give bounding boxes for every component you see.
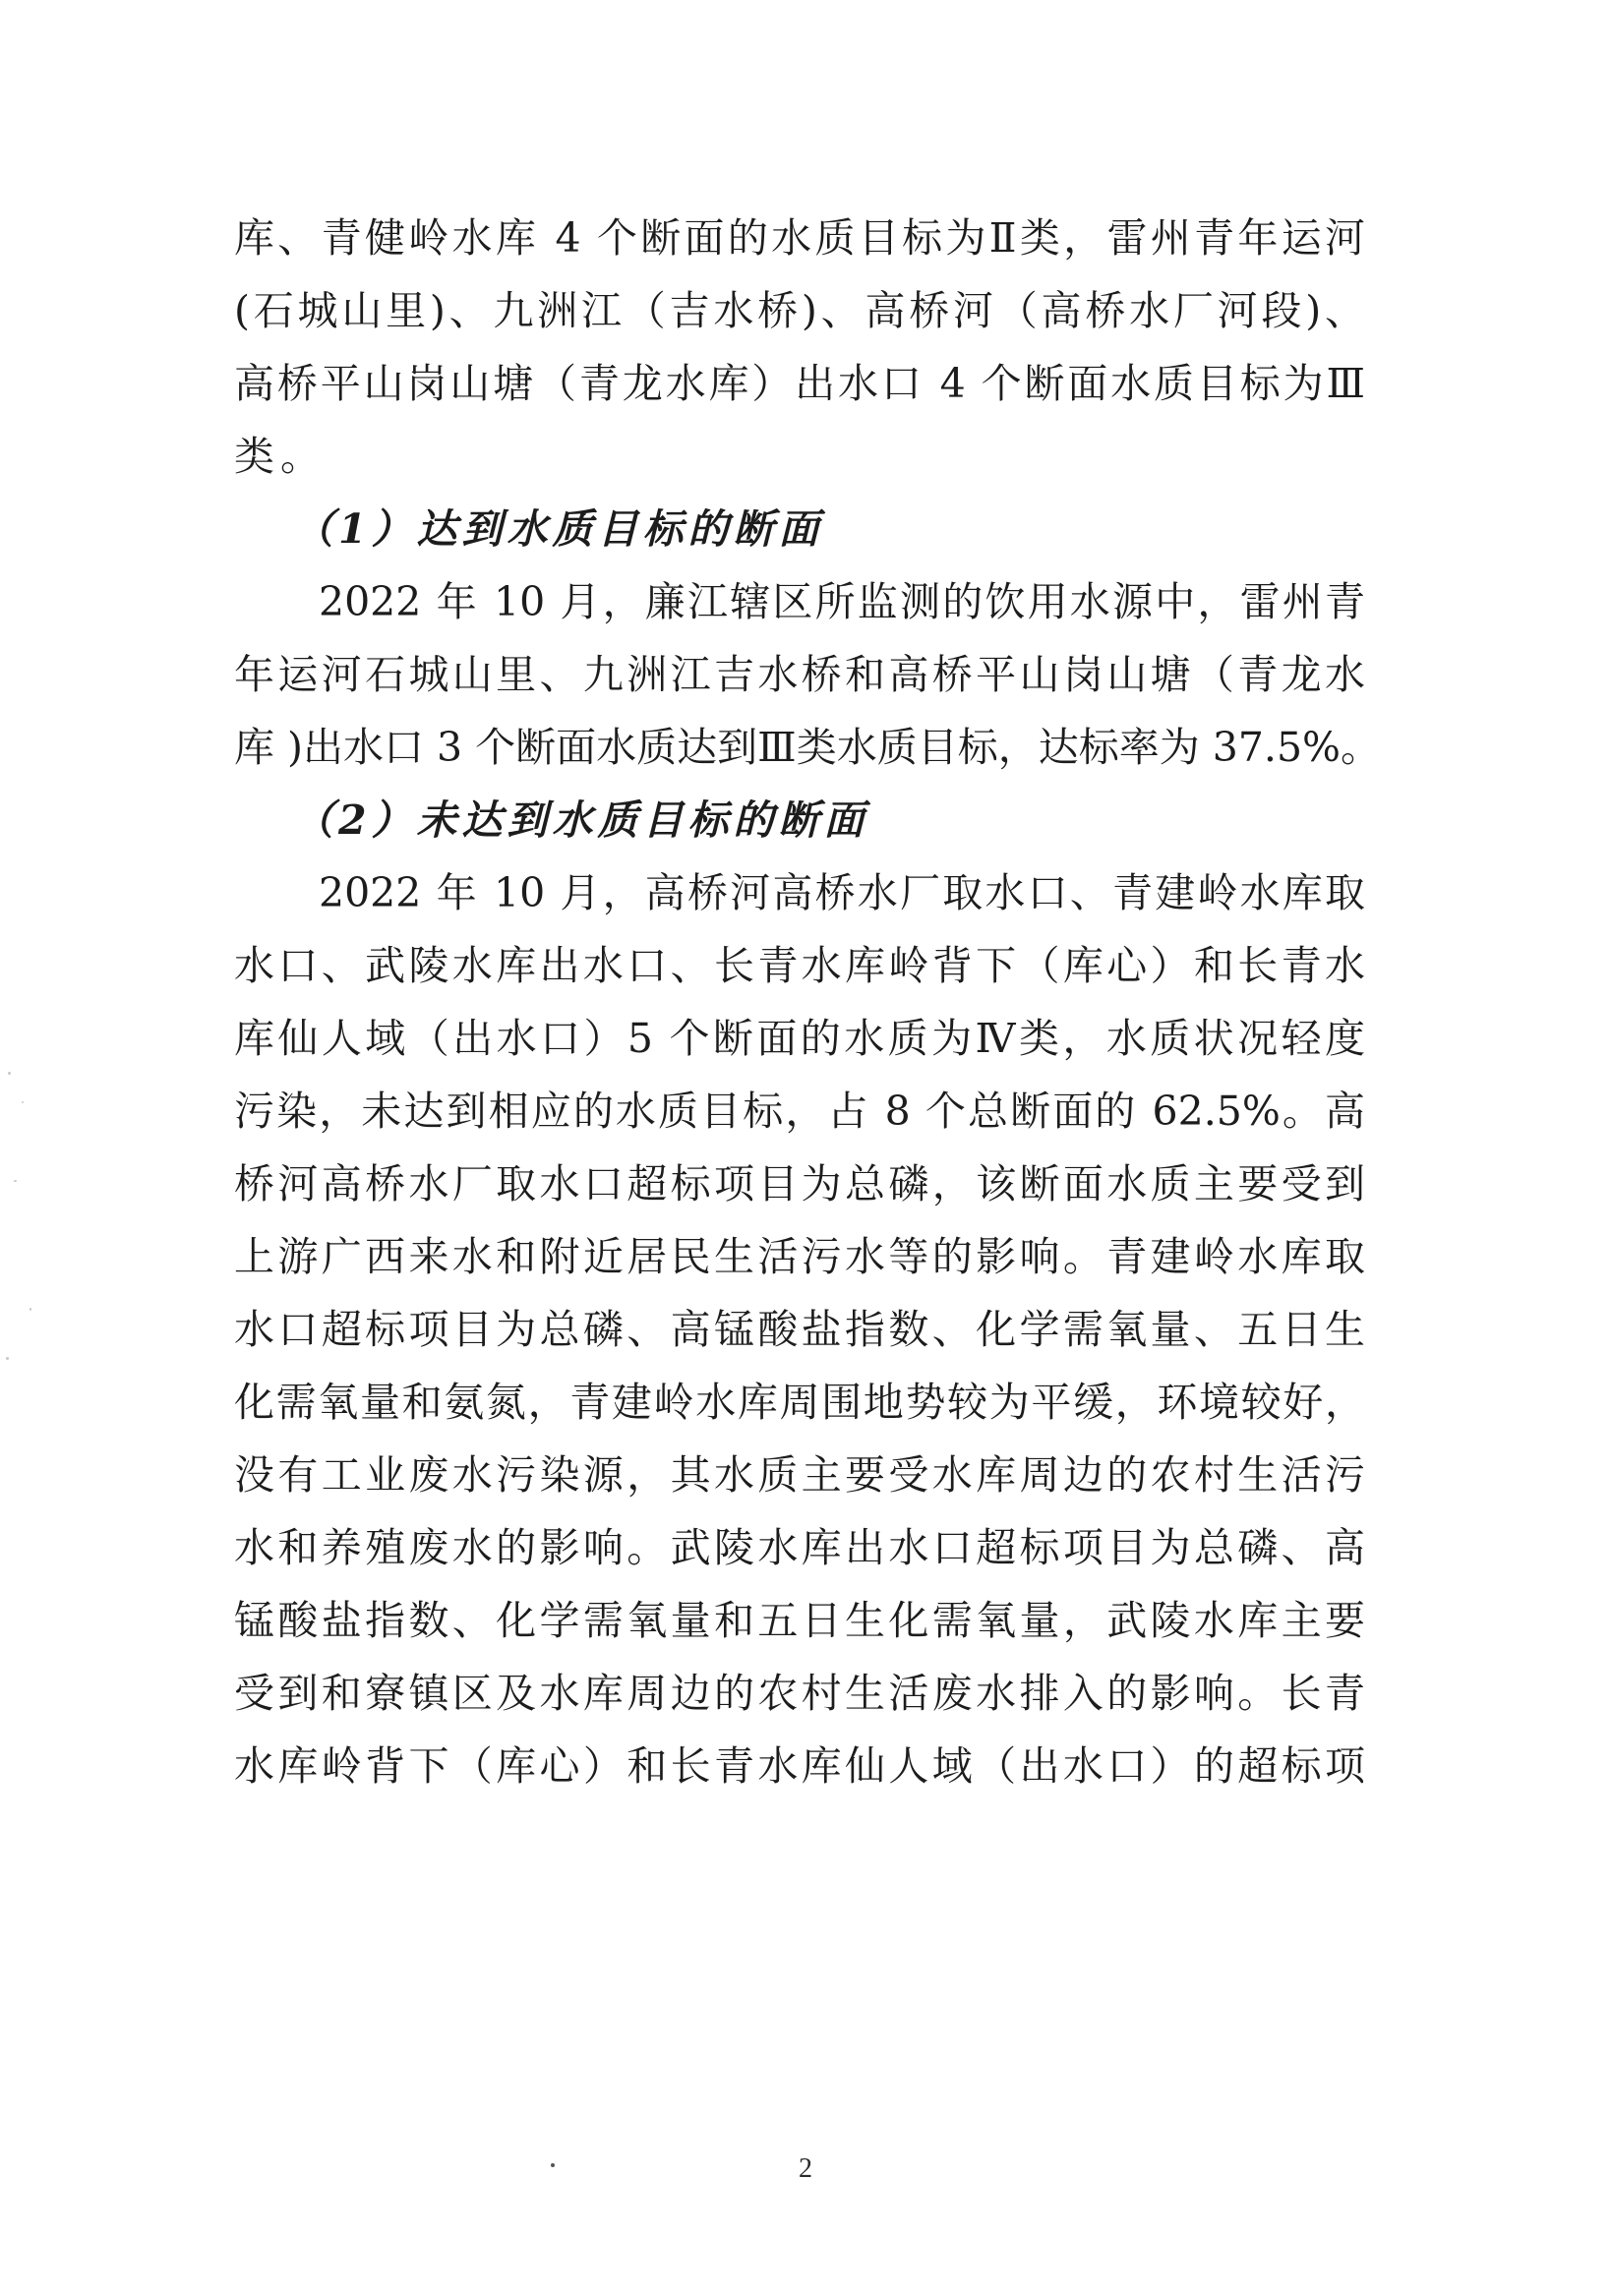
paragraph-line: 水库岭背下（库心）和长青水库仙人域（出水口）的超标项: [234, 1742, 1365, 1790]
paragraph-line: 没有工业废水污染源，其水质主要受水库周边的农村生活污: [234, 1451, 1365, 1499]
paragraph-line: 水口超标项目为总磷、高锰酸盐指数、化学需氧量、五日生: [234, 1306, 1365, 1353]
paragraph-line: 桥河高桥水厂取水口超标项目为总磷，该断面水质主要受到: [234, 1160, 1365, 1207]
section-heading-1: （1）达到水质目标的断面: [293, 505, 824, 553]
document-body: [234, 202, 1381, 1802]
scan-speck: [6, 1357, 9, 1360]
paragraph-line: 高桥平山岗山塘（青龙水库）出水口 4 个断面水质目标为Ⅲ: [234, 360, 1365, 407]
paragraph-line: 污染，未达到相应的水质目标，占 8 个总断面的 62.5%。高: [234, 1088, 1365, 1135]
paragraph-line: 化需氧量和氨氮，青建岭水库周围地势较为平缓，环境较好，: [234, 1379, 1365, 1426]
paragraph-line: 2022 年 10 月，高桥河高桥水厂取水口、青建岭水库取: [319, 869, 1365, 916]
paragraph-line: 年运河石城山里、九洲江吉水桥和高桥平山岗山塘（青龙水: [234, 651, 1365, 698]
paragraph-line: 库 )出水口 3 个断面水质达到Ⅲ类水质目标，达标率为 37.5%。: [234, 724, 1381, 771]
scan-speck: [8, 1072, 11, 1075]
paragraph-line: 类。: [234, 433, 327, 480]
section-heading-2: （2）未达到水质目标的断面: [293, 796, 869, 844]
scan-speck: [22, 1101, 24, 1103]
paragraph-line: 上游广西来水和附近居民生活污水等的影响。青建岭水库取: [234, 1233, 1365, 1280]
scan-speck: [30, 1308, 31, 1311]
paragraph-line: 库仙人域（出水口）5 个断面的水质为Ⅳ类，水质状况轻度: [234, 1015, 1365, 1062]
scan-speck: [14, 1180, 17, 1182]
page-number: 2: [799, 2153, 812, 2184]
paragraph-line: 水口、武陵水库出水口、长青水库岭背下（库心）和长青水: [234, 942, 1365, 989]
paragraph-line: 2022 年 10 月，廉江辖区所监测的饮用水源中，雷州青: [319, 578, 1365, 625]
paragraph-line: (石城山里)、九洲江（吉水桥)、高桥河（高桥水厂河段)、: [234, 287, 1365, 334]
paragraph-line: 受到和寮镇区及水库周边的农村生活废水排入的影响。长青: [234, 1670, 1365, 1717]
scan-artifact: [0, 1062, 59, 1396]
paragraph-line: 库、青健岭水库 4 个断面的水质目标为Ⅱ类，雷州青年运河: [234, 214, 1365, 262]
paragraph-line: 锰酸盐指数、化学需氧量和五日生化需氧量，武陵水库主要: [234, 1597, 1365, 1644]
paragraph-line: 水和养殖废水的影响。武陵水库出水口超标项目为总磷、高: [234, 1524, 1365, 1571]
